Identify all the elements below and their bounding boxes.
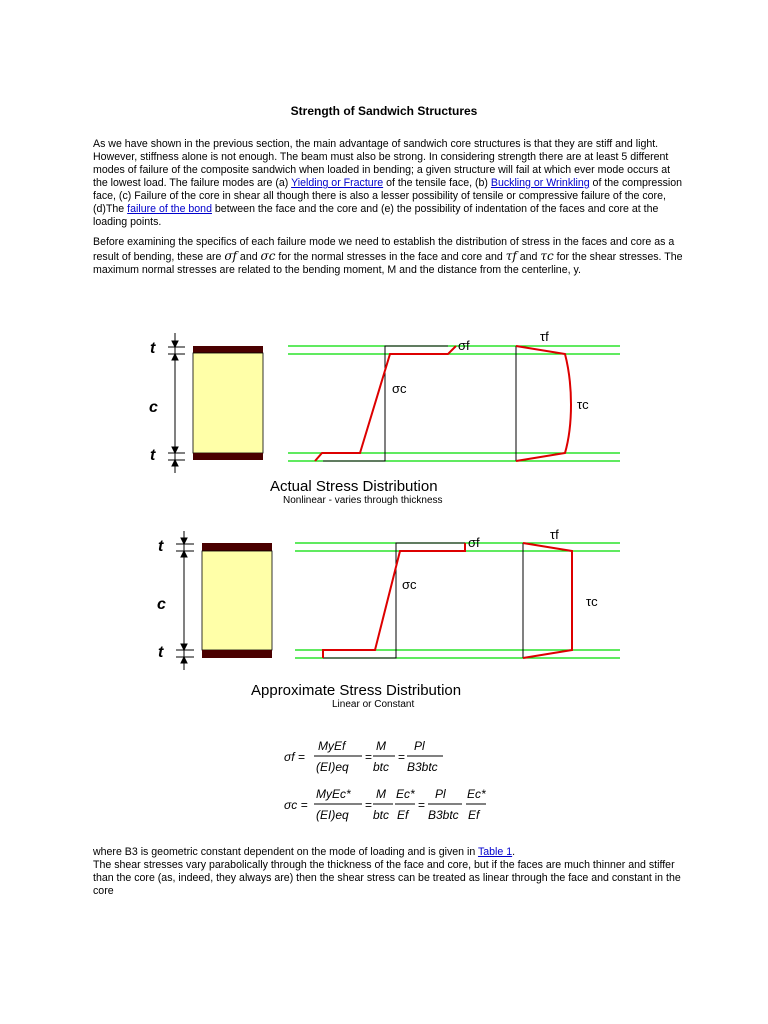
eq1-num2: M [376, 739, 386, 753]
shear-stress-plot [523, 543, 572, 658]
label-t-bottom: t [158, 644, 164, 661]
intro-text-2: of the tensile face, (b) [383, 177, 491, 189]
eq1-den1: (EI)eq [316, 760, 349, 774]
tau-c-symbol: τc [540, 248, 554, 263]
dimension-markers [168, 333, 185, 473]
label-c: c [149, 399, 158, 416]
intro-text-3: of the compression face, (c) Failure of the core in shear all though there is also a lesser possibility of tensile or compressive failure of the core, (d)The [93, 177, 683, 215]
eq2-lhs: σc = [284, 798, 308, 812]
eq2-num1: MyEc* [316, 787, 351, 801]
eq2-num3: Ec* [396, 787, 415, 801]
sigma-f-label: σf [468, 535, 480, 550]
page-title: Strength of Sandwich Structures [290, 104, 478, 118]
normal-stress-plot [315, 346, 456, 461]
intro-text-1: As we have shown in the previous section, the main advantage of sandwich core structures is that they are stiff and light. However, stiffness alone is not enough. The beam must also be strong. In considering strength there are at least 5 different modes of failure of the composite sandwich when loaded in bending; a given structure will fail at which ever mode occurs at the lowest load. The failure modes are (a) [93, 138, 671, 189]
label-t-bottom: t [150, 447, 156, 464]
table-1-link[interactable]: Table 1 [477, 846, 513, 858]
diagram-subcaption: Linear or Constant [332, 699, 415, 710]
label-c: c [157, 596, 166, 613]
eq1-num3: Pl [414, 739, 425, 753]
eq2-den1: (EI)eq [316, 808, 349, 822]
closing-text-1: where B3 is geometric constant dependent on the mode of loading and is given in [93, 846, 478, 858]
eq2-den3: Ef [397, 808, 409, 822]
eq1-num1: MyEf [318, 739, 346, 753]
sigma-c-label: σc [392, 381, 407, 396]
eq2-den2: btc [373, 808, 390, 822]
stress-text-3: for the normal stresses in the face and core and [275, 250, 506, 263]
eq2-equals-1: = [365, 798, 373, 812]
actual-stress-diagram [140, 325, 640, 510]
closing-text-3: The shear stresses vary parabolically through the thickness of the face and core, but if the faces are much thinner and stiffer than the core (as, indeed, they always are) then the shear stress can be treated as linear through the face and constant in the core [93, 859, 681, 897]
sigma-c-symbol: σc [260, 248, 276, 263]
intro-text-4: between the face and the core and (e) the possibility of indentation of the faces and core at the loading points. [93, 203, 659, 228]
stress-text-1: Before examining the specifics of each failure mode we need to establish the distribution of stress in the faces and core as a result of bending, these are [93, 236, 675, 263]
stress-equations [278, 735, 518, 835]
closing-text-2: . [512, 846, 516, 858]
label-t-top: t [150, 340, 156, 357]
eq2-den4: B3btc [428, 808, 459, 822]
failure-of-bond-link[interactable]: failure of the bond [127, 203, 212, 215]
eq2-num5: Ec* [467, 787, 486, 801]
eq2-num4: Pl [435, 787, 446, 801]
eq1-equals-2: = [398, 750, 406, 764]
tau-f-symbol: τf [505, 248, 517, 263]
yielding-fracture-link[interactable]: Yielding or Fracture [291, 177, 384, 189]
sandwich-cross-section [193, 346, 263, 460]
stress-text-2: and [236, 250, 261, 263]
eq2-den5: Ef [468, 808, 480, 822]
eq2-num2: M [376, 787, 386, 801]
buckling-wrinkling-link[interactable]: Buckling or Wrinkling [490, 177, 590, 189]
tau-f-label: τf [550, 527, 559, 542]
eq1-den2: btc [373, 760, 390, 774]
eq2-equals-2: = [418, 798, 426, 812]
normal-stress-plot [323, 543, 465, 658]
diagram-subcaption: Nonlinear - varies through thickness [283, 495, 443, 506]
eq1-lhs: σf = [284, 750, 305, 764]
tau-c-label: τc [586, 594, 598, 609]
sigma-c-label: σc [402, 577, 417, 592]
eq1-den3: B3btc [407, 760, 438, 774]
stress-text-5: for the shear stresses. The maximum normal stresses are related to the bending moment, M and the distance from the centerline, y. [93, 250, 683, 277]
dimension-markers [176, 531, 194, 670]
diagram-caption: Approximate Stress Distribution [251, 682, 462, 699]
tau-c-label: τc [577, 397, 589, 412]
sandwich-cross-section [202, 543, 272, 658]
stress-paragraph [93, 236, 683, 278]
approx-stress-diagram [140, 523, 640, 713]
sigma-f-label: σf [458, 338, 470, 353]
shear-stress-plot [516, 346, 571, 461]
sigma-f-symbol: σf [224, 248, 237, 263]
eq1-equals-1: = [365, 750, 373, 764]
closing-paragraph [93, 846, 683, 898]
intro-paragraph [93, 138, 683, 229]
label-t-top: t [158, 538, 164, 555]
stress-text-4: and [516, 250, 541, 263]
diagram-caption: Actual Stress Distribution [270, 478, 438, 495]
tau-f-label: τf [540, 329, 549, 344]
